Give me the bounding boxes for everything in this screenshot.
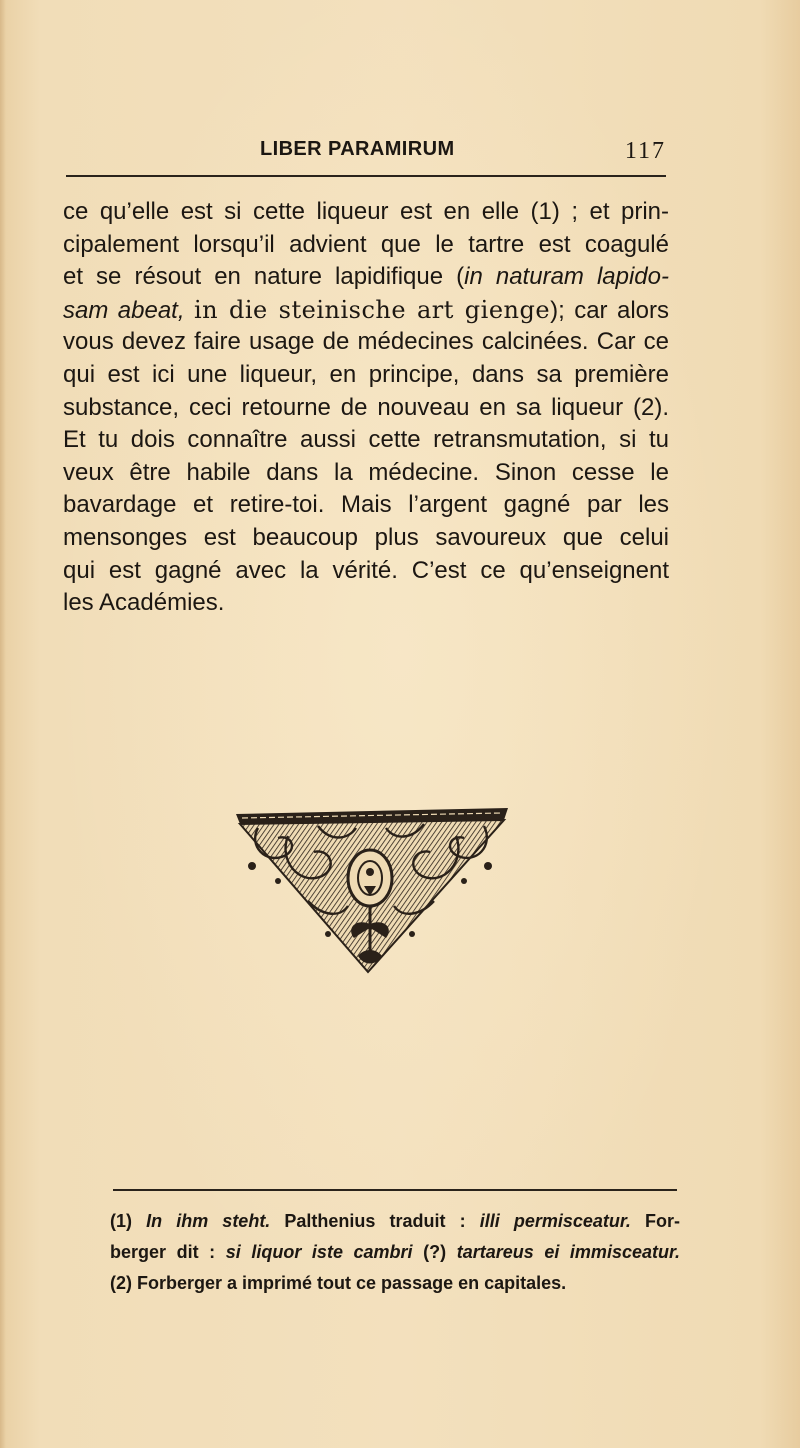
running-head [66, 138, 666, 168]
floral-tailpiece-icon [218, 806, 510, 976]
page-edge-shadow [0, 0, 6, 1448]
footnote-italic: In ihm steht. [146, 1211, 271, 1231]
footnote-line: (2) Forberger a imprimé tout ce passage en capitales. [110, 1273, 567, 1293]
text-line [63, 261, 669, 294]
text-line: bavardage et retire-toi. Mais l’argent gagné par les [63, 491, 669, 519]
footnote-italic: si liquor iste cambri [225, 1242, 413, 1262]
footnote-text: (?) [412, 1242, 457, 1262]
page-number: 117 [624, 138, 666, 164]
footnote-italic: tartareus ei immisceatur. [456, 1242, 680, 1262]
text-line: substance, ceci retourne de nouveau en sa liqueur (2). [63, 393, 669, 421]
header-rule [66, 175, 666, 177]
german-fraktur-quote: in die steinische art gienge [193, 295, 551, 324]
text-line: Et tu dois connaître aussi cette retransmutation, si tu [63, 426, 669, 454]
text-line [63, 294, 669, 327]
text-line: qui est gagné avec la vérité. C’est ce qu’enseignent [63, 556, 669, 584]
text-line: qui est ici une liqueur, en principe, dans sa première [63, 360, 669, 388]
footnote-marker: (1) [110, 1211, 147, 1231]
text-run: ); car alors [550, 296, 669, 324]
text-line: vous devez faire usage de médecines calcinées. Car ce [63, 328, 669, 356]
footnote-italic: illi permisceatur. [479, 1211, 631, 1231]
footnote-text: berger dit : [110, 1242, 226, 1262]
footnotes [110, 1206, 680, 1299]
running-head-title: LIBER PARAMIRUM [260, 138, 455, 160]
footnote-text: For- [630, 1211, 680, 1231]
latin-quote: sam abeat, [63, 296, 185, 324]
footnote-line [110, 1237, 680, 1268]
footnote-line [110, 1206, 680, 1237]
text-line: cipalement lorsqu’il advient que le tartre est coagulé [63, 230, 669, 258]
body-text [63, 196, 669, 620]
footnote-rule [113, 1189, 677, 1191]
text-line: veux être habile dans la médecine. Sinon cesse le [63, 458, 669, 486]
footnote-text: Palthenius traduit : [270, 1211, 480, 1231]
text-line: ce qu’elle est si cette liqueur est en elle (1) ; et prin- [63, 198, 669, 225]
text-line: les Académies. [63, 589, 225, 617]
latin-quote: in naturam lapido- [464, 263, 669, 291]
text-run: et se résout en nature lapidifique ( [63, 263, 465, 291]
text-line: mensonges est beaucoup plus savoureux que celui [63, 523, 669, 551]
